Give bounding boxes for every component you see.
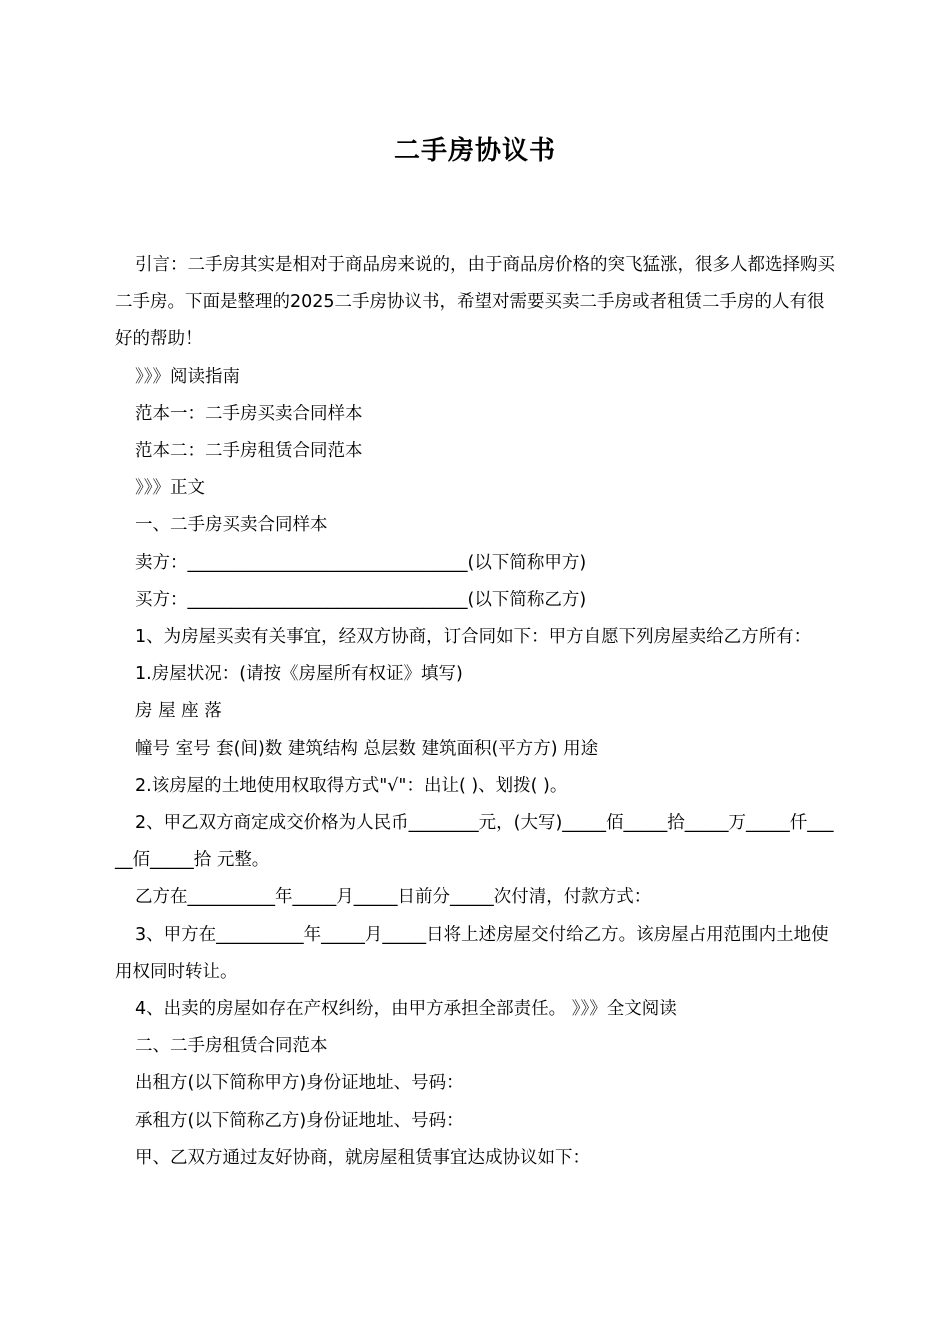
intro-paragraph: 引言：二手房其实是相对于商品房来说的，由于商品房价格的突飞猛涨，很多人都选择购买二手房。下面是整理的2025二手房协议书，希望对需要买卖二手房或者租赁二手房的人有很好的帮助！ (115, 255, 835, 350)
clause-2-payment: 乙方在__________年_____月_____日前分_____次付清，付款方式： (135, 887, 652, 908)
clause-3-delivery: 3、甲方在__________年_____月_____日将上述房屋交付给乙方。该房屋占用范围内土地使用权同时转让。 (115, 924, 829, 982)
clause-2-price: 2、甲乙双方商定成交价格为人民币________元，(大写)_____佰_____拾_____万_____仟_____佰_____拾 元整。 (115, 813, 834, 871)
buyer-field-line: 买方：________________________________(以下简称乙方) (135, 589, 587, 610)
document-body (115, 247, 837, 1177)
clause-1-house-status: 1.房屋状况：(请按《房屋所有权证》填写) (135, 664, 463, 685)
seller-field-line: 卖方：________________________________(以下简称甲方) (135, 552, 587, 573)
clause-4-dispute: 4、出卖的房屋如存在产权纠纷，由甲方承担全部责任。 》》》全文阅读 (135, 999, 677, 1020)
lessor-line: 出租方(以下简称甲方)身份证地址、号码： (135, 1073, 464, 1094)
reading-guide-heading: 》》》阅读指南 (135, 366, 240, 387)
section-heading-sale: 一、二手房买卖合同样本 (135, 515, 328, 536)
lessee-line: 承租方(以下简称乙方)身份证地址、号码： (135, 1110, 464, 1131)
clause-1-land-use: 2.该房屋的土地使用权取得方式"√"：出让( )、划拨( )。 (135, 775, 568, 796)
clause-1: 1、为房屋买卖有关事宜，经双方协商，订合同如下：甲方自愿下列房屋卖给乙方所有： (135, 627, 812, 648)
lease-agreement-intro: 甲、乙双方通过友好协商，就房屋租赁事宜达成协议如下： (135, 1147, 590, 1168)
guide-item-sample-one: 范本一：二手房买卖合同样本 (135, 403, 363, 424)
document-title: 二手房协议书 (393, 136, 556, 166)
guide-item-sample-two: 范本二：二手房租赁合同范本 (135, 441, 363, 462)
clause-house-columns: 幢号 室号 套(间)数 建筑结构 总层数 建筑面积(平方方) 用途 (135, 738, 599, 759)
section-heading-lease: 二、二手房租赁合同范本 (135, 1036, 328, 1057)
clause-house-location: 房 屋 座 落 (135, 701, 222, 722)
main-text-heading: 》》》正文 (135, 478, 205, 499)
